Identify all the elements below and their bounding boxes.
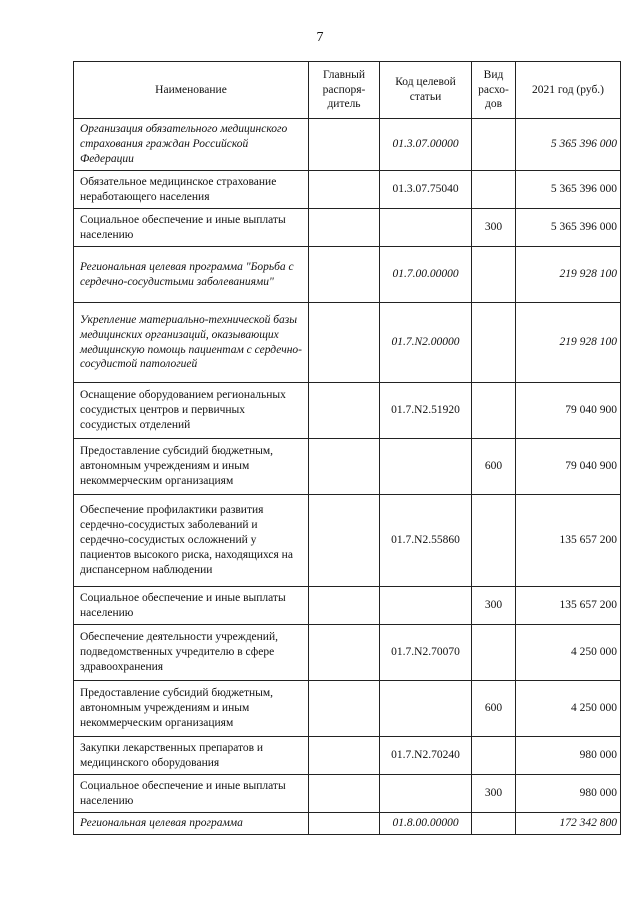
row-code-cell: 01.7.N2.00000 bbox=[380, 303, 472, 383]
table-row bbox=[74, 119, 621, 171]
header-amount: 2021 год (руб.) bbox=[516, 62, 621, 119]
row-type-cell: 300 bbox=[472, 775, 516, 813]
row-amount-cell: 219 928 100 bbox=[516, 303, 621, 383]
row-type-cell bbox=[472, 625, 516, 681]
row-type-cell bbox=[472, 383, 516, 439]
row-type-cell bbox=[472, 737, 516, 775]
row-amount-cell: 4 250 000 bbox=[516, 625, 621, 681]
row-amount-cell: 135 657 200 bbox=[516, 587, 621, 625]
table-row bbox=[74, 171, 621, 209]
row-code-cell: 01.7.N2.70070 bbox=[380, 625, 472, 681]
row-ruler-cell bbox=[309, 813, 380, 835]
row-ruler-cell bbox=[309, 625, 380, 681]
row-ruler-cell bbox=[309, 495, 380, 587]
row-ruler-cell bbox=[309, 247, 380, 303]
table-row bbox=[74, 383, 621, 439]
row-type-cell bbox=[472, 247, 516, 303]
row-type-cell bbox=[472, 813, 516, 835]
row-type-cell bbox=[472, 119, 516, 171]
row-code-cell: 01.7.N2.51920 bbox=[380, 383, 472, 439]
row-name-cell: Социальное обеспечение и иные выплаты населению bbox=[74, 209, 309, 247]
table-row bbox=[74, 737, 621, 775]
table-row bbox=[74, 209, 621, 247]
row-name-cell: Обеспечение деятельности учреждений, подведомственных учредителю в сфере здравоохранения bbox=[74, 625, 309, 681]
row-ruler-cell bbox=[309, 303, 380, 383]
table-row bbox=[74, 587, 621, 625]
row-amount-cell: 79 040 900 bbox=[516, 439, 621, 495]
table-row bbox=[74, 303, 621, 383]
row-amount-cell: 980 000 bbox=[516, 737, 621, 775]
table-header-row bbox=[74, 62, 621, 119]
row-ruler-cell bbox=[309, 587, 380, 625]
row-type-cell bbox=[472, 495, 516, 587]
row-name-cell: Социальное обеспечение и иные выплаты населению bbox=[74, 587, 309, 625]
row-name-cell: Оснащение оборудованием региональных сосудистых центров и первичных сосудистых отделений bbox=[74, 383, 309, 439]
row-code-cell bbox=[380, 587, 472, 625]
row-amount-cell: 135 657 200 bbox=[516, 495, 621, 587]
row-code-cell bbox=[380, 681, 472, 737]
row-name-cell: Обязательное медицинское страхование неработающего населения bbox=[74, 171, 309, 209]
row-name-cell: Предоставление субсидий бюджетным, автономным учреждениям и иным некоммерческим организациям bbox=[74, 681, 309, 737]
header-name: Наименование bbox=[74, 62, 309, 119]
row-code-cell: 01.7.N2.55860 bbox=[380, 495, 472, 587]
row-code-cell: 01.7.00.00000 bbox=[380, 247, 472, 303]
row-ruler-cell bbox=[309, 681, 380, 737]
row-code-cell: 01.7.N2.70240 bbox=[380, 737, 472, 775]
header-code: Код целевой статьи bbox=[380, 62, 472, 119]
row-name-cell: Организация обязательного медицинского страхования граждан Российской Федерации bbox=[74, 119, 309, 171]
row-type-cell bbox=[472, 303, 516, 383]
page-number: 7 bbox=[316, 30, 324, 45]
row-amount-cell: 219 928 100 bbox=[516, 247, 621, 303]
table-row bbox=[74, 813, 621, 835]
header-ruler: Главный распоря-дитель bbox=[309, 62, 380, 119]
row-type-cell: 300 bbox=[472, 209, 516, 247]
row-ruler-cell bbox=[309, 737, 380, 775]
row-amount-cell: 4 250 000 bbox=[516, 681, 621, 737]
table-body bbox=[74, 119, 621, 835]
row-code-cell bbox=[380, 439, 472, 495]
table-row bbox=[74, 247, 621, 303]
row-name-cell: Закупки лекарственных препаратов и медицинского оборудования bbox=[74, 737, 309, 775]
row-code-cell: 01.3.07.00000 bbox=[380, 119, 472, 171]
row-type-cell: 300 bbox=[472, 587, 516, 625]
row-ruler-cell bbox=[309, 439, 380, 495]
row-code-cell: 01.3.07.75040 bbox=[380, 171, 472, 209]
row-amount-cell: 980 000 bbox=[516, 775, 621, 813]
row-name-cell: Обеспечение профилактики развития сердечно-сосудистых заболеваний и сердечно-сосудистых осложнений у пациентов высокого риска, находящихся на диспансерном наблюдении bbox=[74, 495, 309, 587]
row-type-cell: 600 bbox=[472, 681, 516, 737]
row-name-cell: Региональная целевая программа "Борьба с сердечно-сосудистыми заболеваниями" bbox=[74, 247, 309, 303]
row-ruler-cell bbox=[309, 383, 380, 439]
row-ruler-cell bbox=[309, 119, 380, 171]
row-code-cell bbox=[380, 209, 472, 247]
row-amount-cell: 5 365 396 000 bbox=[516, 171, 621, 209]
row-amount-cell: 5 365 396 000 bbox=[516, 209, 621, 247]
table-row bbox=[74, 775, 621, 813]
row-name-cell: Предоставление субсидий бюджетным, автономным учреждениям и иным некоммерческим организациям bbox=[74, 439, 309, 495]
row-type-cell: 600 bbox=[472, 439, 516, 495]
row-name-cell: Социальное обеспечение и иные выплаты населению bbox=[74, 775, 309, 813]
row-name-cell: Укрепление материально-технической базы медицинских организаций, оказывающих медицинскую помощь пациентам с сердечно-сосудистой патологией bbox=[74, 303, 309, 383]
budget-table bbox=[73, 61, 621, 835]
row-code-cell: 01.8.00.00000 bbox=[380, 813, 472, 835]
row-name-cell: Региональная целевая программа bbox=[74, 813, 309, 835]
row-ruler-cell bbox=[309, 775, 380, 813]
table-row bbox=[74, 625, 621, 681]
row-ruler-cell bbox=[309, 209, 380, 247]
row-ruler-cell bbox=[309, 171, 380, 209]
row-type-cell bbox=[472, 171, 516, 209]
row-amount-cell: 5 365 396 000 bbox=[516, 119, 621, 171]
table-row bbox=[74, 495, 621, 587]
table-row bbox=[74, 439, 621, 495]
header-type: Вид расхо-дов bbox=[472, 62, 516, 119]
row-code-cell bbox=[380, 775, 472, 813]
row-amount-cell: 172 342 800 bbox=[516, 813, 621, 835]
table-row bbox=[74, 681, 621, 737]
row-amount-cell: 79 040 900 bbox=[516, 383, 621, 439]
